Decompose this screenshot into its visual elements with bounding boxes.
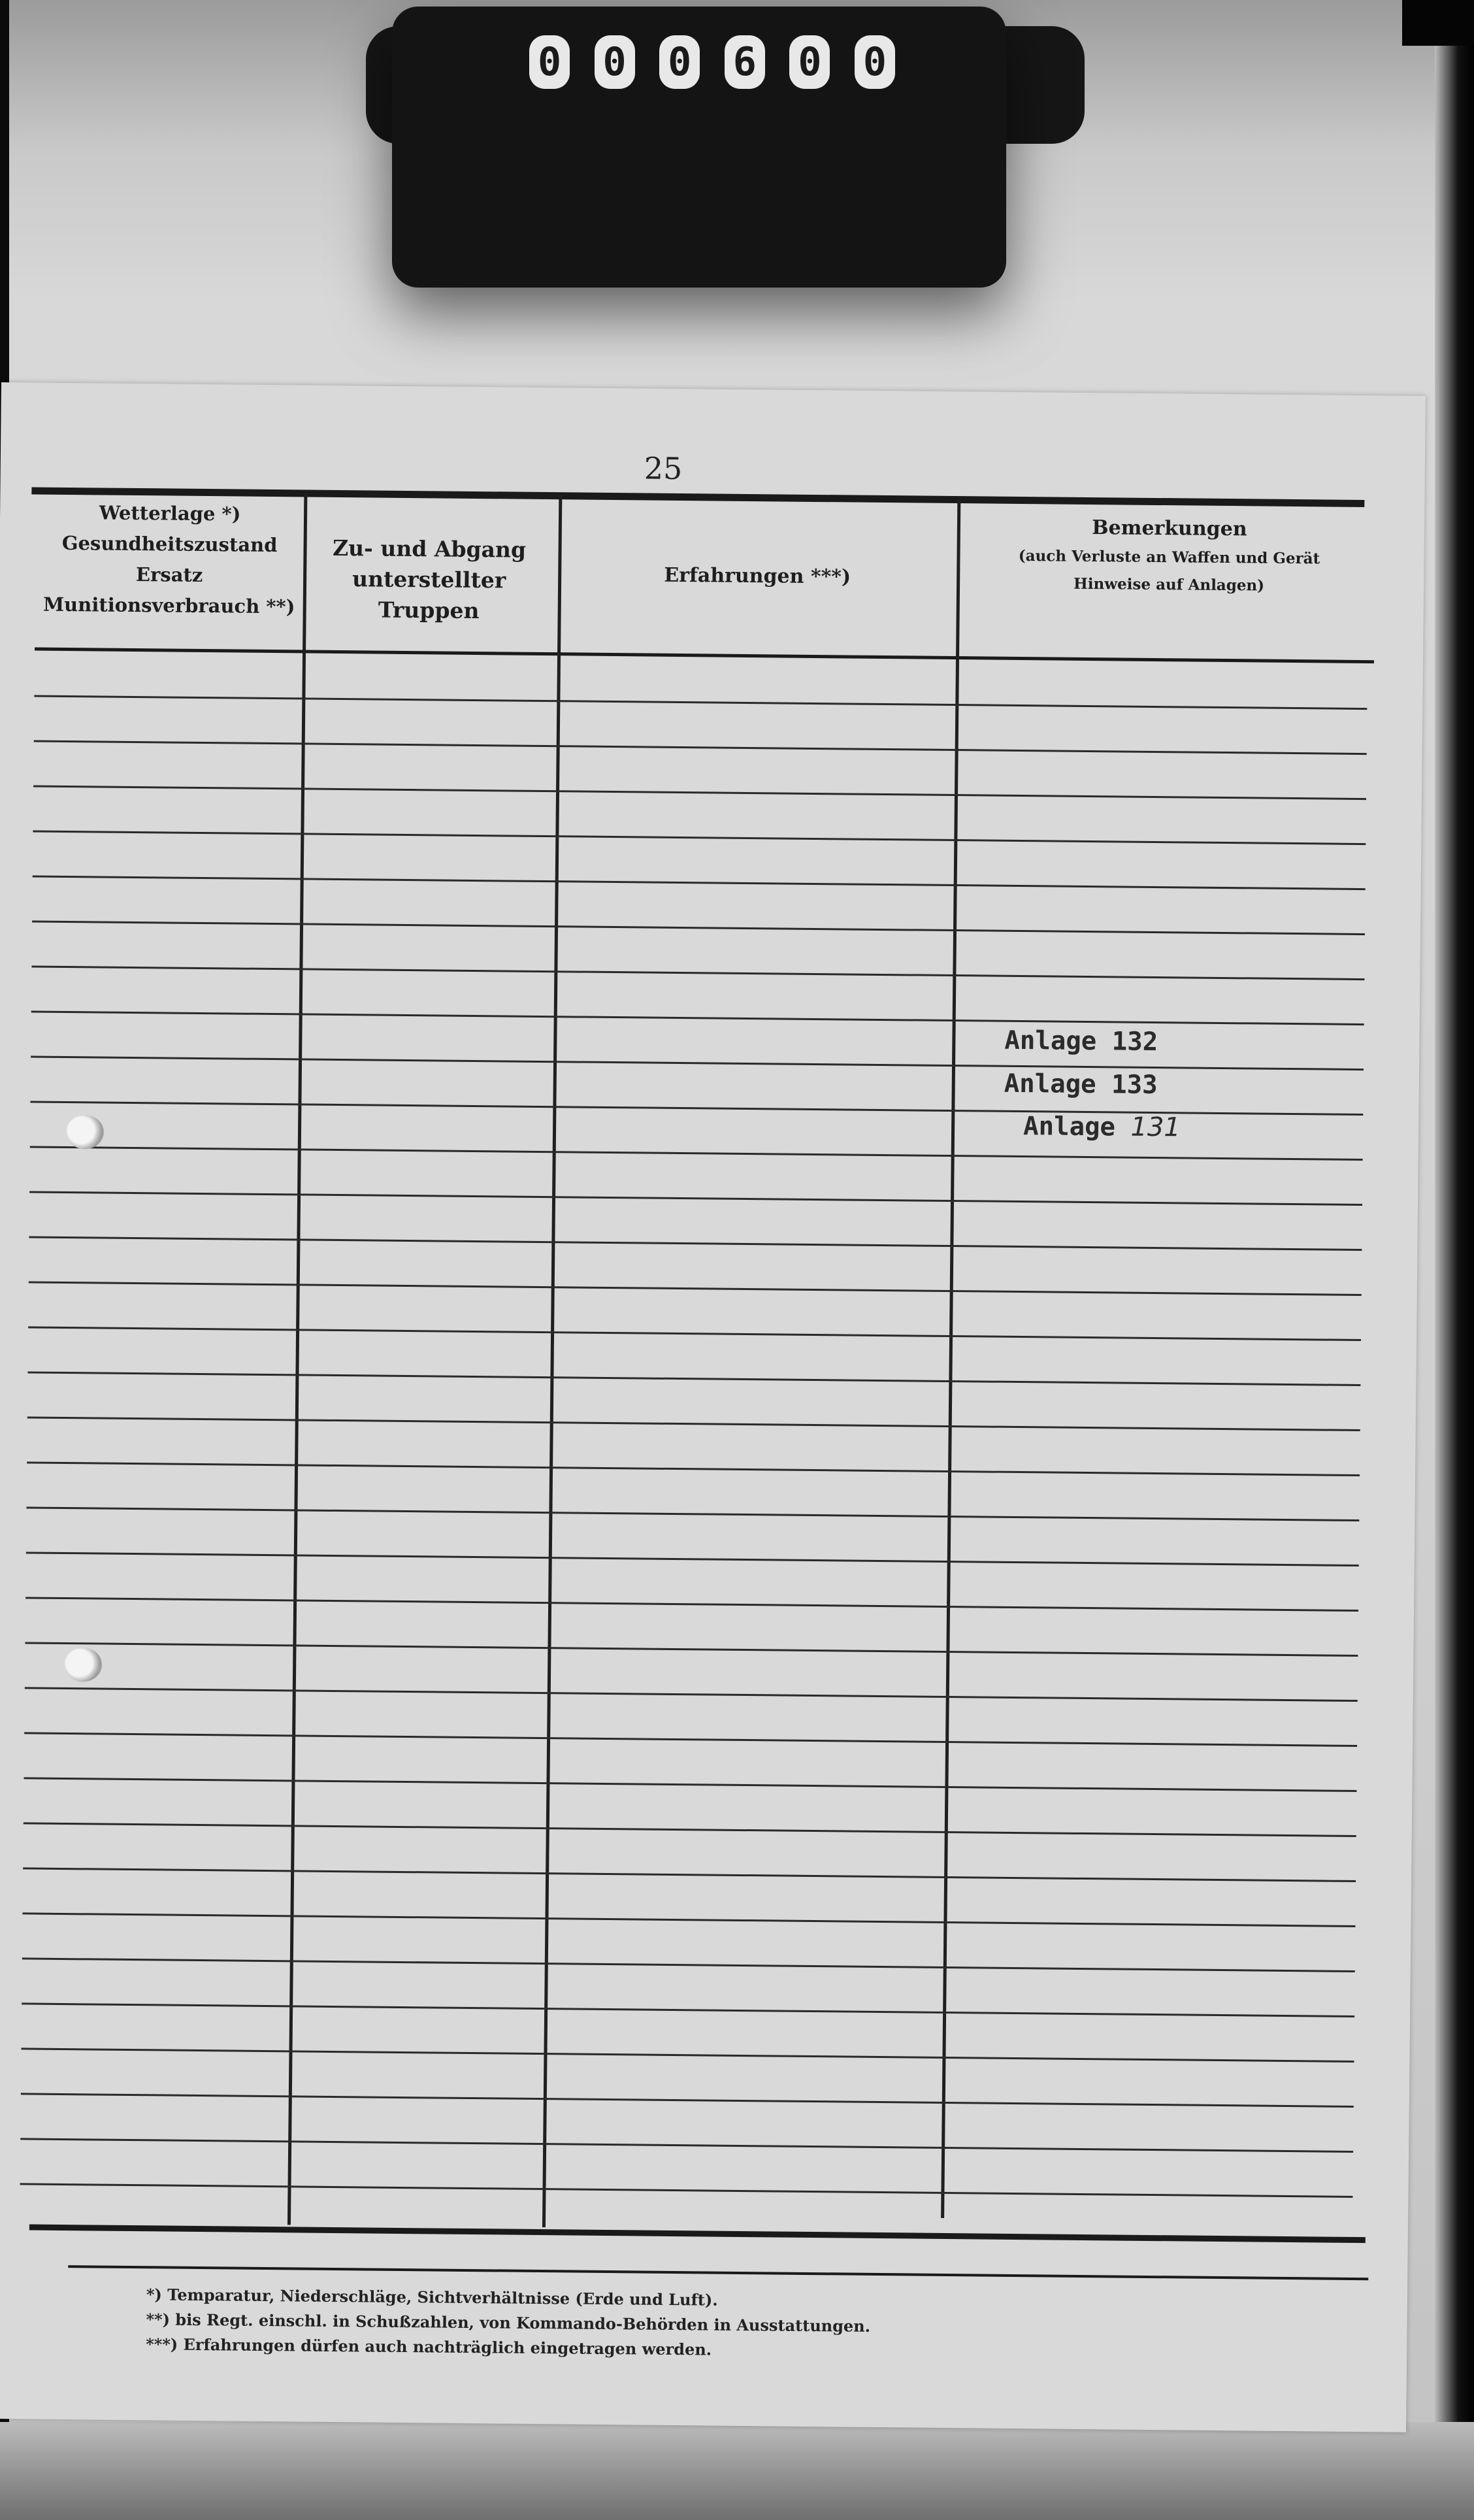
ruled-line: [29, 1191, 1362, 1206]
ruled-line: [26, 1551, 1359, 1567]
punch-hole: [64, 1648, 102, 1682]
entry-prefix: Anlage: [1004, 1025, 1097, 1057]
column-divider: [542, 495, 562, 2227]
stamp-digit: 0: [529, 35, 570, 89]
stamp-digit: 0: [789, 35, 830, 89]
header-rule-bottom: [35, 648, 1374, 664]
ruled-line: [29, 1236, 1362, 1251]
entry-number-handwritten: 131: [1130, 1112, 1181, 1143]
table-rule-bottom: [29, 2225, 1366, 2244]
header-line: Munitionsverbrauch **): [42, 593, 295, 618]
header-line: unterstellter Truppen: [352, 566, 506, 624]
stamp-digit: 0: [659, 35, 700, 89]
footnotes: [146, 2282, 871, 2364]
stamp-digit: 0: [595, 35, 635, 89]
ruled-line: [28, 1326, 1361, 1341]
column-divider: [287, 493, 307, 2225]
ruled-line: [34, 695, 1367, 710]
entry-prefix: Anlage: [1023, 1112, 1116, 1142]
ruled-line: [33, 785, 1366, 800]
ruled-line: [24, 1777, 1356, 1792]
entry-number: 132: [1111, 1027, 1158, 1057]
ruled-line: [30, 1146, 1363, 1161]
remark-entry: [1004, 1069, 1158, 1100]
ruled-line: [31, 1055, 1364, 1070]
header-title: Bemerkungen: [1092, 516, 1247, 541]
ruled-line: [22, 2002, 1354, 2017]
ruled-line: [25, 1687, 1358, 1702]
page-number: 25: [644, 450, 683, 487]
header-subtitle: (auch Verluste an Waffen und Gerät: [1018, 546, 1320, 568]
header-line: Erfahrungen ***): [664, 563, 851, 589]
header-line: Zu- und Abgang: [332, 535, 527, 563]
column-header-troops: [303, 532, 555, 627]
ruled-line: [33, 875, 1366, 890]
ruled-line: [31, 965, 1364, 980]
ruled-line: [31, 1010, 1364, 1025]
ruled-line: [27, 1416, 1360, 1431]
ruled-line: [24, 1732, 1357, 1747]
footnote: ***) Erfahrungen dürfen auch nachträglich eingetragen werden.: [146, 2334, 712, 2359]
ruled-line: [32, 920, 1365, 935]
entry-prefix: Anlage: [1004, 1069, 1096, 1100]
ruled-line: [21, 2093, 1354, 2108]
column-divider: [941, 499, 960, 2218]
ruled-line: [26, 1506, 1359, 1521]
header-line: Gesundheitszustand: [61, 531, 278, 557]
ruled-line: [20, 2138, 1353, 2153]
column-header-weather: [32, 497, 308, 622]
ruled-line: [22, 1957, 1355, 1972]
stamp-digit: 0: [855, 35, 895, 89]
film-edge-right: [1435, 0, 1474, 2520]
header-subtitle: Hinweise auf Anlagen): [1073, 574, 1265, 595]
footnote: **) bis Regt. einschl. in Schußzahlen, von Kommando-Behörden in Ausstattungen.: [146, 2310, 871, 2336]
stamp-counter: [529, 26, 895, 98]
ruled-line: [22, 1912, 1355, 1927]
column-header-experiences: [558, 559, 957, 593]
entry-number: 133: [1111, 1070, 1158, 1101]
ruled-line: [23, 1867, 1356, 1882]
ruled-line: [20, 2183, 1353, 2198]
ruled-line: [33, 830, 1366, 845]
footnote-rule: [68, 2265, 1368, 2280]
footnote: *) Temparatur, Niederschläge, Sichtverhältnisse (Erde und Luft).: [146, 2285, 718, 2310]
ruled-line: [27, 1461, 1360, 1476]
form-sheet: [0, 382, 1426, 2432]
ruled-line: [25, 1642, 1358, 1657]
header-line: Ersatz: [135, 563, 203, 586]
film-edge-bottom: [0, 2422, 1474, 2520]
ruled-line: [25, 1597, 1358, 1612]
stamp-digit: 6: [725, 35, 765, 89]
ruled-line: [29, 1281, 1362, 1296]
ruled-line: [22, 2048, 1354, 2063]
remark-entry: [1004, 1026, 1158, 1057]
ruled-line: [24, 1822, 1356, 1837]
ruled-line: [27, 1371, 1360, 1386]
punch-hole: [66, 1115, 104, 1150]
header-line: Wetterlage *): [99, 501, 241, 525]
film-corner: [1402, 0, 1474, 46]
column-header-remarks: [960, 511, 1379, 601]
ruled-line: [34, 740, 1367, 755]
remark-entry: [1023, 1111, 1181, 1142]
